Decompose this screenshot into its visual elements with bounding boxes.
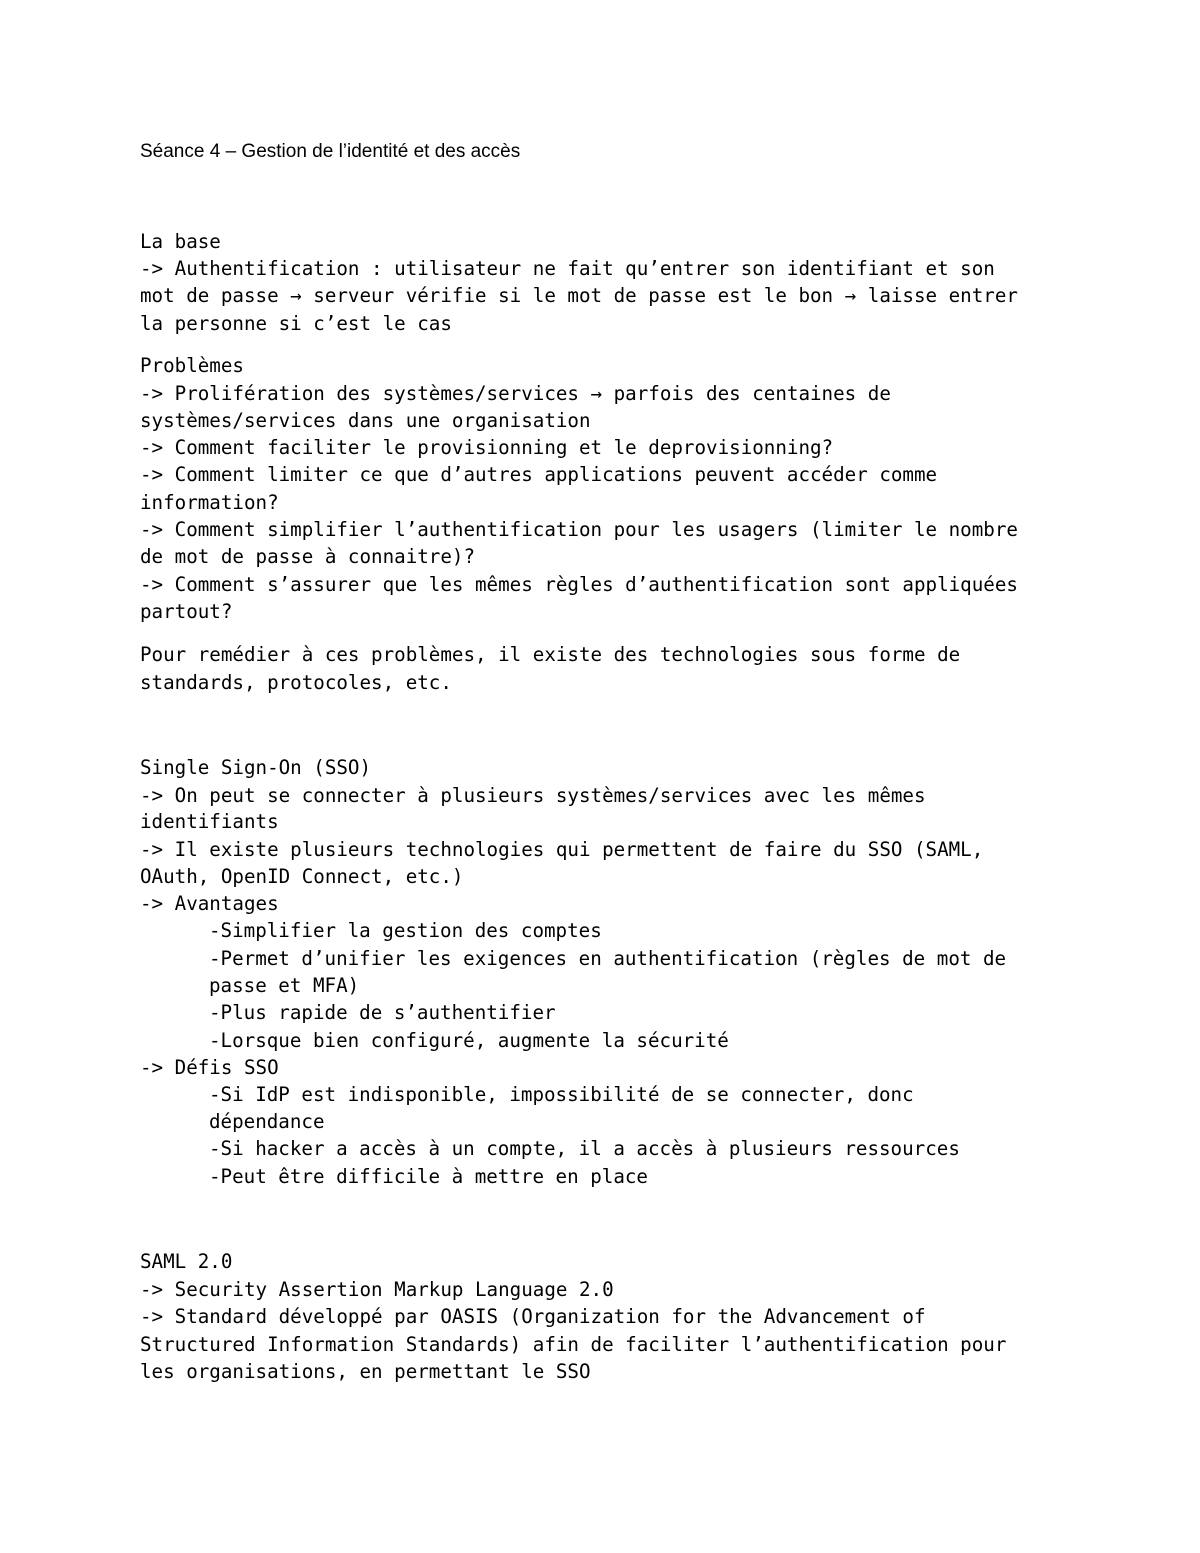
saml-line: -> Standard développé par OASIS (Organization for the Advancement of bbox=[140, 1305, 926, 1328]
sso-avantage-item: -Plus rapide de s’authentifier bbox=[209, 1001, 556, 1024]
problemes-conclusion-line: Pour remédier à ces problèmes, il existe des technologies sous forme de bbox=[140, 643, 961, 666]
section-heading-saml: SAML 2.0 bbox=[140, 1250, 233, 1273]
problemes-line: systèmes/services dans une organisation bbox=[140, 409, 591, 432]
problemes-line: -> Comment s’assurer que les mêmes règles d’authentification sont appliquées bbox=[140, 573, 1018, 596]
sso-defi-item: -Peut être difficile à mettre en place bbox=[209, 1165, 648, 1188]
sso-defis-heading: -> Défis SSO bbox=[140, 1056, 279, 1079]
problemes-line: -> Prolifération des systèmes/services → parfois des centaines de bbox=[140, 382, 891, 405]
problemes-line: -> Comment simplifier l’authentification pour les usagers (limiter le nombre bbox=[140, 518, 1018, 541]
section-heading-sso: Single Sign-On (SSO) bbox=[140, 756, 372, 779]
problemes-line: partout? bbox=[140, 600, 233, 623]
sso-avantage-item: -Simplifier la gestion des comptes bbox=[209, 919, 602, 942]
sso-line: -> Avantages bbox=[140, 892, 279, 915]
problemes-line: de mot de passe à connaitre)? bbox=[140, 545, 476, 568]
sso-line: OAuth, OpenID Connect, etc.) bbox=[140, 865, 464, 888]
sso-defi-item: -Si IdP est indisponible, impossibilité de se connecter, donc bbox=[209, 1083, 914, 1106]
saml-line: -> Security Assertion Markup Language 2.0 bbox=[140, 1278, 614, 1301]
problemes-line: -> Comment limiter ce que d’autres applications peuvent accéder comme bbox=[140, 463, 938, 486]
section-heading-base: La base bbox=[140, 230, 221, 253]
document-title: Séance 4 – Gestion de l’identité et des accès bbox=[140, 141, 521, 162]
problemes-conclusion-line: standards, protocoles, etc. bbox=[140, 671, 452, 694]
sso-defi-item: dépendance bbox=[209, 1110, 325, 1133]
sso-avantage-item: -Permet d’unifier les exigences en authentification (règles de mot de bbox=[209, 947, 1007, 970]
problemes-line: -> Comment faciliter le provisionning et le deprovisionning? bbox=[140, 436, 834, 459]
base-line: la personne si c’est le cas bbox=[140, 312, 452, 335]
saml-line: les organisations, en permettant le SSO bbox=[140, 1360, 591, 1383]
sso-avantage-item: passe et MFA) bbox=[209, 974, 360, 997]
problemes-line: information? bbox=[140, 491, 279, 514]
sso-line: -> Il existe plusieurs technologies qui permettent de faire du SSO (SAML, bbox=[140, 838, 984, 861]
base-line: mot de passe → serveur vérifie si le mot de passe est le bon → laisse entrer bbox=[140, 284, 1018, 307]
sso-defi-item: -Si hacker a accès à un compte, il a accès à plusieurs ressources bbox=[209, 1137, 960, 1160]
sso-line: identifiants bbox=[140, 810, 279, 833]
section-heading-problemes: Problèmes bbox=[140, 354, 244, 377]
sso-avantage-item: -Lorsque bien configuré, augmente la sécurité bbox=[209, 1029, 729, 1052]
base-line: -> Authentification : utilisateur ne fait qu’entrer son identifiant et son bbox=[140, 257, 995, 280]
sso-line: -> On peut se connecter à plusieurs systèmes/services avec les mêmes bbox=[140, 784, 926, 807]
saml-line: Structured Information Standards) afin de faciliter l’authentification pour bbox=[140, 1333, 1007, 1356]
